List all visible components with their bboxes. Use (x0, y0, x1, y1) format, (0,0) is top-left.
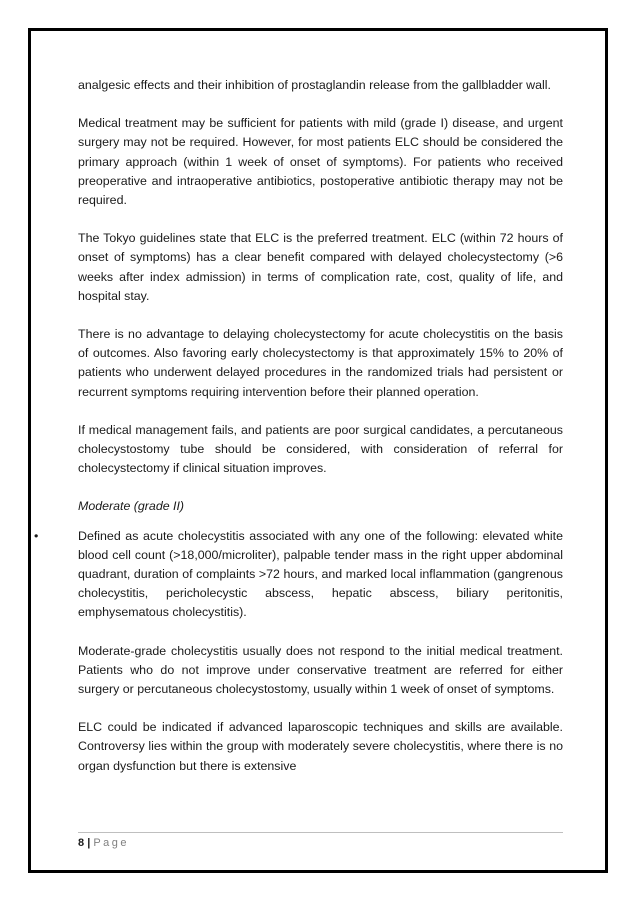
page-label: Page (93, 837, 130, 849)
paragraph-elc-indicated: ELC could be indicated if advanced laparoscopic techniques and skills are available. Controversy lies within the group with moderately severe cholecystitis, where there is no organ dysfunction but there is extensive (78, 720, 563, 773)
paragraph-moderate-grade: Moderate-grade cholecystitis usually does not respond to the initial medical treatment. Patients who do not improve under conservative treatment are referred for either surgery or percutaneous cholecystostomy, usually within 1 week of onset of symptoms. (78, 643, 563, 697)
paragraph-analgesic: analgesic effects and their inhibition of prostaglandin release from the gallbladder wall. (78, 78, 551, 92)
page-footer (78, 836, 129, 850)
paragraph-tokyo-guidelines: The Tokyo guidelines state that ELC is the preferred treatment. ELC (within 72 hours of onset of symptoms) has a clear benefit compared with delayed cholecystectomy (>6 weeks after index admission) in terms of complication rate, cost, quality of life, and hospital stay. (78, 231, 563, 303)
paragraph-no-advantage: There is no advantage to delaying cholecystectomy for acute cholecystitis on the basis of outcomes. Also favoring early cholecystectomy is that approximately 15% to 20% of patients who underwent delayed procedures in the randomized trials had persistent or recurrent symptoms requiring intervention before their planned operation. (78, 327, 563, 399)
page-body (34, 76, 563, 795)
bullet-icon: • (34, 528, 39, 543)
paragraph-medical-treatment: Medical treatment may be sufficient for patients with mild (grade I) disease, and urgent surgery may not be required. However, for most patients ELC should be considered the primary approach (within 1 week of onset of symptoms). For patients who received preoperative and intraoperative antibiotics, postoperative antibiotic therapy may not be required. (78, 116, 563, 208)
section-heading-moderate: Moderate (grade II) (78, 499, 185, 514)
footer-divider (78, 832, 563, 833)
bullet-text: Defined as acute cholecystitis associated with any one of the following: elevated white blood cell count (>18,000/microliter), palpable tender mass in the right upper abdominal quadrant, duration of complaints >72 hours, and marked local inflammation (gangrenous cholecystitis, pericholecystic abscess, hepatic abscess, biliary peritonitis, emphysematous cholecystitis). (78, 528, 563, 620)
page-number: 8 (78, 837, 85, 849)
bullet-item-definition (34, 527, 563, 623)
paragraph-medical-management: If medical management fails, and patients are poor surgical candidates, a percutaneous cholecystostomy tube should be considered, with consideration of referral for cholecystectomy if clinical situation improves. (78, 422, 563, 476)
footer-separator: | (87, 837, 91, 849)
